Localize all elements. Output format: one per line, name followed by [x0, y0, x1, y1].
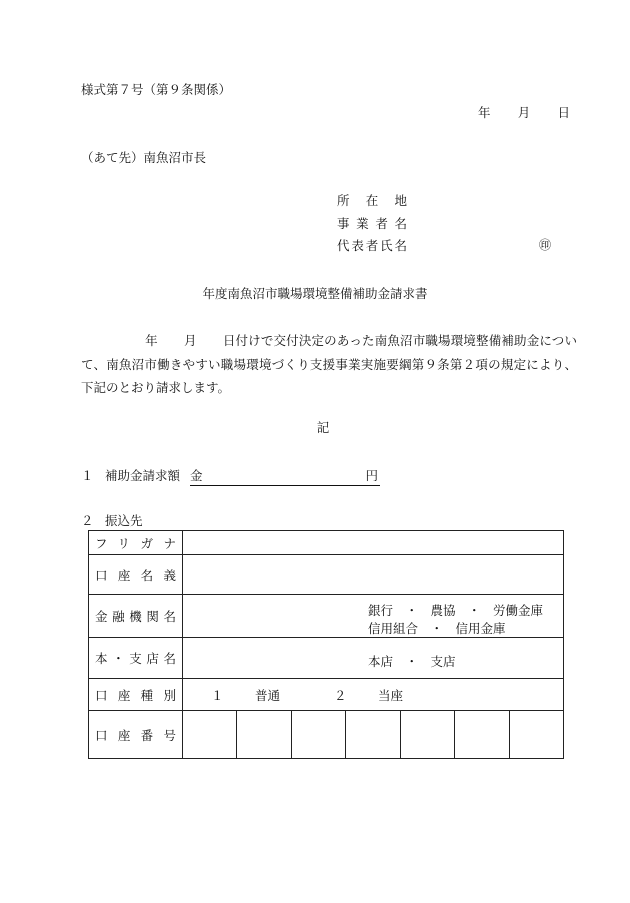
institution-input[interactable]: [183, 595, 564, 638]
institution-label-cell: [89, 595, 183, 638]
furigana-label: フリガナ: [95, 535, 176, 551]
bank-account-table: [88, 530, 564, 759]
account-type-1-num: １: [211, 687, 224, 703]
account-digit-6[interactable]: [455, 711, 509, 759]
seal-mark: ㊞: [538, 238, 551, 252]
branch-options: 本店 ・ 支店: [368, 654, 456, 669]
business-row: [337, 215, 559, 241]
body-text: 日付けで交付決定のあった南魚沼市職場環境整備補助金について、南魚沼市働きやすい職場環境づくり支援事業実施要綱第９条第２項の規定により、下記のとおり請求します。: [81, 333, 577, 395]
ki-heading: 記: [316, 420, 330, 435]
amount-field[interactable]: [190, 470, 380, 486]
date-year: 年: [478, 105, 491, 120]
account-type-label-cell: [89, 679, 183, 711]
account-digit-1[interactable]: [183, 711, 237, 759]
address-label: 所在地: [337, 193, 407, 208]
date-day: 日: [557, 105, 570, 120]
account-digit-5[interactable]: [400, 711, 454, 759]
business-label: 事業者名: [337, 215, 407, 231]
account-number-label: 口座番号: [95, 727, 176, 743]
institution-row: [89, 595, 564, 638]
account-number-label-cell: [89, 711, 183, 759]
date-line: [478, 107, 570, 120]
account-digit-4[interactable]: [346, 711, 400, 759]
account-number-row: [89, 711, 564, 759]
branch-label-cell: [89, 638, 183, 679]
account-digit-2[interactable]: [237, 711, 291, 759]
form-number: 様式第７号（第９条関係）: [81, 82, 232, 97]
address-row: [337, 195, 559, 218]
item2-label: 振込先: [105, 513, 143, 528]
account-type-2-num: ２: [334, 687, 347, 703]
institution-types-line1: 銀行 ・ 農協 ・ 労働金庫: [368, 603, 544, 618]
item1-number: １: [81, 468, 94, 483]
account-type-options[interactable]: [183, 679, 564, 711]
applicant-block: [337, 195, 559, 263]
item-claim-amount: [81, 470, 380, 486]
body-year: 年: [145, 333, 158, 348]
branch-input[interactable]: [183, 638, 564, 679]
account-digit-7[interactable]: [509, 711, 563, 759]
branch-row: [89, 638, 564, 679]
addressee: （あて先）南魚沼市長: [81, 150, 207, 165]
amount-unit: 円: [365, 468, 379, 483]
representative-row: [337, 240, 559, 263]
account-name-input[interactable]: [183, 555, 564, 595]
furigana-label-cell: [89, 531, 183, 555]
account-name-label: 口座名義: [95, 567, 176, 583]
branch-label: 本・支店名: [95, 651, 176, 666]
body-month: 月: [183, 333, 197, 348]
amount-prefix: 金: [190, 468, 203, 483]
furigana-row: [89, 531, 564, 555]
account-type-row: [89, 679, 564, 711]
account-type-2: 当座: [378, 687, 404, 703]
institution-label: 金融機関名: [95, 609, 176, 624]
account-type-label: 口座種別: [95, 687, 176, 703]
item-transfer-destination: [81, 515, 143, 528]
account-name-label-cell: [89, 555, 183, 595]
institution-types-line2: 信用組合 ・ 信用金庫: [368, 621, 506, 636]
body-paragraph: [81, 329, 577, 400]
document-title: 年度南魚沼市職場環境整備補助金請求書: [202, 286, 428, 301]
item2-number: ２: [81, 513, 94, 528]
account-type-1: 普通: [255, 687, 281, 703]
account-name-row: [89, 555, 564, 595]
date-month: 月: [517, 105, 531, 120]
item1-label: 補助金請求額: [105, 468, 181, 483]
representative-label: 代表者氏名: [337, 238, 407, 253]
account-digit-3[interactable]: [291, 711, 345, 759]
furigana-input[interactable]: [183, 531, 564, 555]
